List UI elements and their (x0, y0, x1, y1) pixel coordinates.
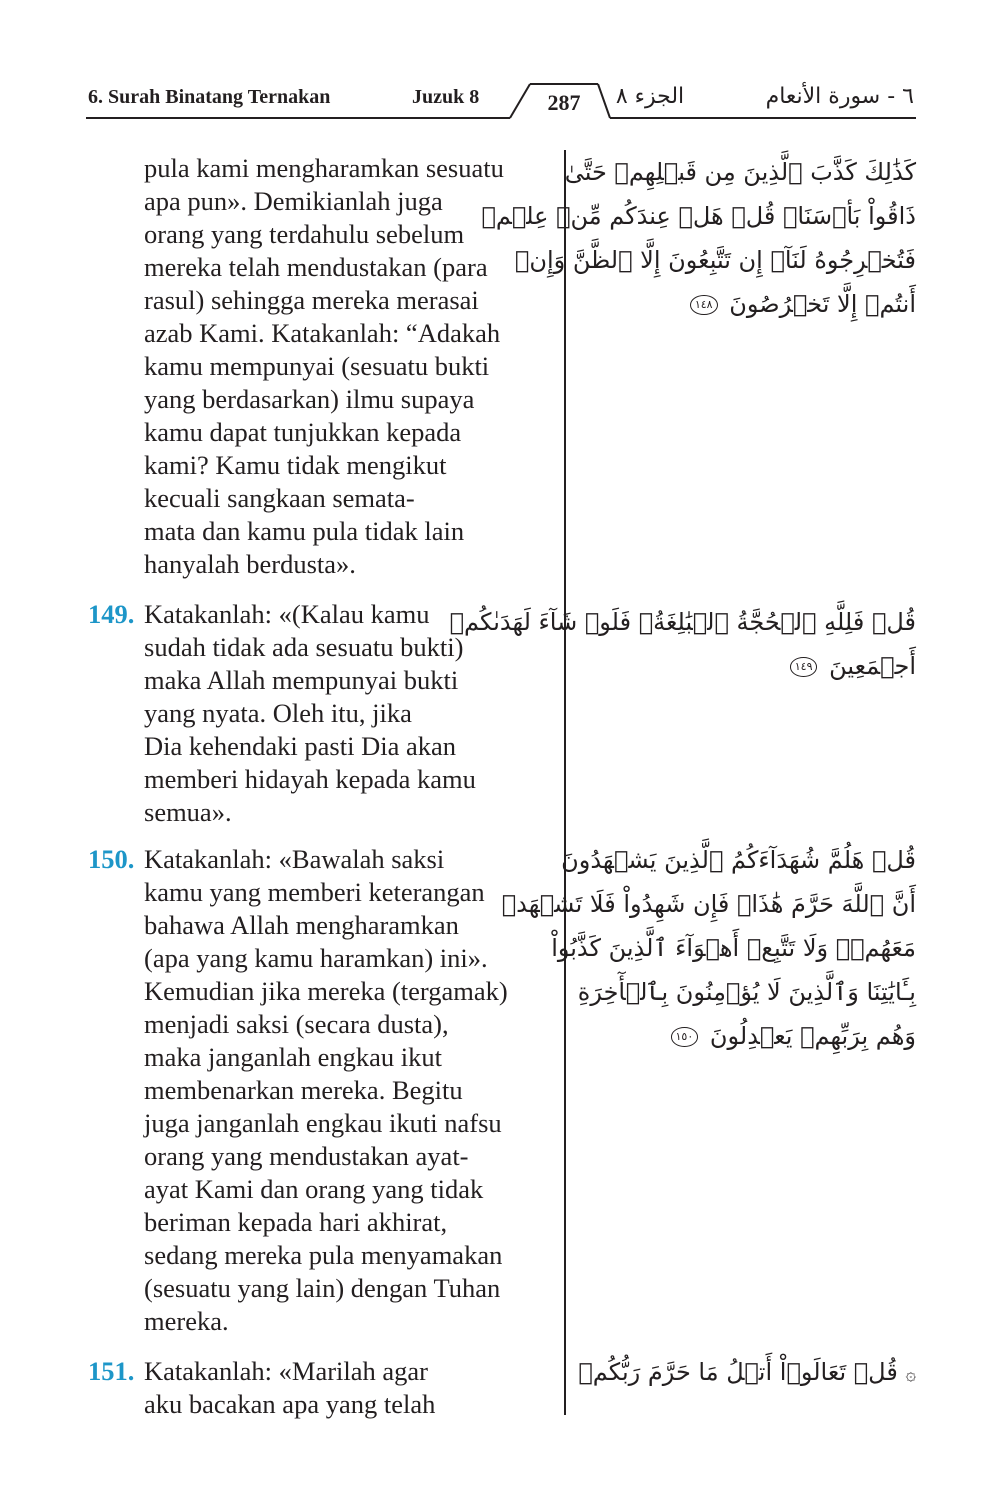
arabic-line: قُلۡ هَلُمَّ شُهَدَآءَكُمُ ٱلَّذِينَ يَشۡهَدُونَ (561, 846, 916, 874)
text-line: maka Allah mempunyai bukti (144, 665, 459, 695)
text-line: yang berdasarkan) ilmu supaya (144, 384, 475, 414)
text-line: sudah tidak ada sesuatu bukti) (144, 632, 464, 662)
text-line: hanyalah berdusta». (144, 549, 356, 579)
surah-title-arabic: ٦ - سورة الأنعام (765, 84, 914, 109)
text-line: Katakanlah: «Marilah agar (144, 1356, 429, 1386)
column-divider (564, 150, 566, 1415)
text-line: orang yang mendustakan ayat- (144, 1141, 469, 1171)
text-line: (sesuatu yang lain) dengan Tuhan (144, 1273, 501, 1303)
text-line: maka janganlah engkau ikut (144, 1042, 443, 1072)
arabic-line: فَتُخۡرِجُوهُ لَنَآۖ إِن تَتَّبِعُونَ إِلَّا ٱلظَّنَّ وَإِنۡ (514, 246, 916, 274)
arabic-line-text: أَنتُمۡ إِلَّا تَخۡرُصُونَ (729, 290, 916, 318)
text-line: mereka telah mendustakan (para (144, 252, 488, 282)
arabic-line: أَنَّ ٱللَّهَ حَرَّمَ هَٰذَاۖ فَإِن شَهِدُواْ فَلَا تَشۡهَدۡ (501, 890, 916, 918)
verse-number: 149. (88, 599, 135, 629)
text-line: mata dan kamu pula tidak lain (144, 516, 465, 546)
text-line: Katakanlah: «Bawalah saksi (144, 844, 445, 874)
rub-el-hizb-icon: ۞ (905, 1364, 916, 1385)
text-line: menjadi saksi (secara dusta), (144, 1009, 449, 1039)
header-rule (0, 0, 1000, 130)
arabic-line-text: أَجۡمَعِينَ (829, 652, 916, 680)
text-line: kecuali sangkaan semata- (144, 483, 415, 513)
text-line: ayat Kami dan orang yang tidak (144, 1174, 484, 1204)
text-line: pula kami mengharamkan sesuatu (144, 153, 504, 183)
verse-151 (88, 1355, 558, 1421)
arabic-line: قُلۡ فَلِلَّهِ ٱلۡحُجَّةُ ٱلۡبَٰلِغَةُۖ فَلَوۡ شَآءَ لَهَدَىٰكُمۡ (449, 608, 916, 636)
text-line: Katakanlah: «(Kalau kamu (144, 599, 430, 629)
arabic-149 (449, 600, 916, 688)
text-line: azab Kami. Katakanlah: “Adakah (144, 318, 501, 348)
arabic-151 (576, 1350, 916, 1397)
text-line: aku bacakan apa yang telah (144, 1389, 436, 1419)
text-line: membenarkan mereka. Begitu (144, 1075, 463, 1105)
arabic-line-text: وَهُم بِرَبِّهِمۡ يَعۡدِلُونَ (709, 1022, 916, 1050)
juz-label: Juzuk 8 (412, 86, 480, 108)
text-line: memberi hidayah kepada kamu (144, 764, 476, 794)
arabic-line (576, 1014, 916, 1058)
page-number: 287 (547, 90, 581, 115)
arabic-line: مَعَهُمۡۚ وَلَا تَتَّبِعۡ أَهۡوَآءَ ٱلَّذِينَ كَذَّبُواْ (551, 934, 916, 962)
ayah-end-marker: ١٥٠ (671, 1027, 699, 1047)
verse-number: 151. (88, 1356, 135, 1386)
arabic-line: ذَاقُواْ بَأۡسَنَاۗ قُلۡ هَلۡ عِندَكُم مِّنۡ عِلۡمٖ (481, 202, 916, 230)
arabic-150 (501, 838, 916, 1058)
text-line: kami? Kamu tidak mengikut (144, 450, 447, 480)
verse-number: 150. (88, 844, 135, 874)
text-line: beriman kepada hari akhirat, (144, 1207, 448, 1237)
text-line: orang yang terdahulu sebelum (144, 219, 465, 249)
text-line: Kemudian jika mereka (tergamak) (144, 976, 508, 1006)
text-line: rasul) sehingga mereka merasai (144, 285, 479, 315)
text-line: yang nyata. Oleh itu, jika (144, 698, 412, 728)
page-header (0, 0, 1000, 130)
arabic-line (576, 1350, 916, 1397)
text-line: sedang mereka pula menyamakan (144, 1240, 503, 1270)
text-line: mereka. (144, 1306, 229, 1336)
text-line: semua». (144, 797, 232, 827)
text-line: (apa yang kamu haramkan) ini». (144, 943, 488, 973)
surah-title: 6. Surah Binatang Ternakan (88, 86, 331, 108)
text-line: kamu mempunyai (sesuatu bukti (144, 351, 490, 381)
arabic-line (576, 282, 916, 326)
text-line: juga janganlah engkau ikuti nafsu (144, 1108, 502, 1138)
arabic-line: كَذَٰلِكَ كَذَّبَ ٱلَّذِينَ مِن قَبۡلِهِمۡ حَتَّىٰ (564, 158, 916, 186)
arabic-line-text: قُلۡ تَعَالَوۡاْ أَتۡلُ مَا حَرَّمَ رَبُّكُمۡ (578, 1358, 898, 1386)
juz-arabic: الجزء ٨ (615, 84, 685, 109)
arabic-line: بِـَٔايَٰتِنَا وَٱلَّذِينَ لَا يُؤۡمِنُونَ بِٱلۡأٓخِرَةِ (577, 978, 916, 1006)
verse-150 (88, 843, 558, 1338)
arabic-line (576, 644, 916, 688)
text-line: apa pun». Demikianlah juga (144, 186, 443, 216)
text-line: kamu dapat tunjukkan kepada (144, 417, 462, 447)
ayah-end-marker: ١٤٩ (790, 657, 818, 677)
text-line: Dia kehendaki pasti Dia akan (144, 731, 456, 761)
arabic-148 (481, 150, 916, 326)
text-line: bahawa Allah mengharamkan (144, 910, 459, 940)
text-line: kamu yang memberi keterangan (144, 877, 485, 907)
ayah-end-marker: ١٤٨ (690, 295, 718, 315)
